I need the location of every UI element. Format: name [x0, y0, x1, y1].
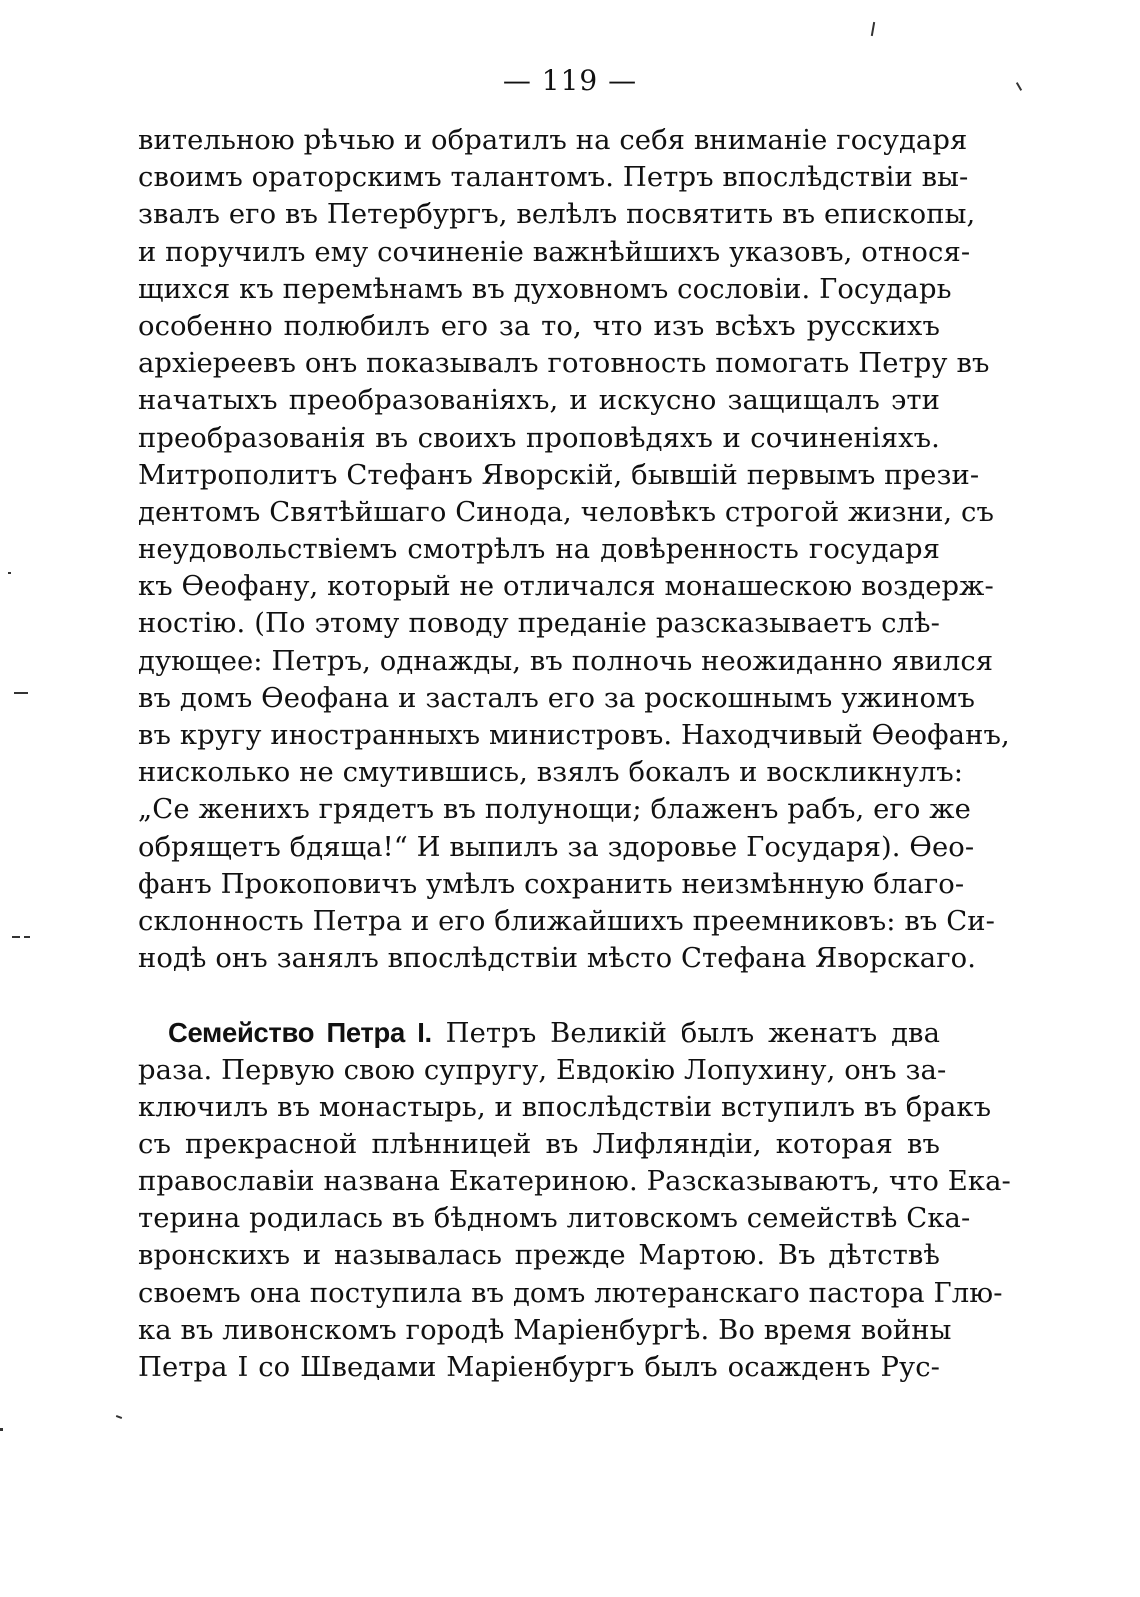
scan-speck — [14, 692, 28, 694]
text-line — [138, 1014, 940, 1051]
text-line: къ Ѳеофану, который не отличался монашескою воздерж- — [138, 571, 994, 603]
text-line: съ прекрасной плѣнницей въ Лифляндіи, которая въ — [138, 1128, 940, 1160]
text-line: ностію. (По этому поводу преданіе разсказываетъ слѣ- — [138, 608, 940, 640]
text-line: нодѣ онъ занялъ впослѣдствіи мѣсто Стефана Яворскаго. — [138, 943, 977, 975]
text-line: вительною рѣчью и обратилъ на себя вниманіе государя — [138, 125, 968, 156]
text-line: въ домъ Ѳеофана и засталъ его за роскошнымъ ужиномъ — [138, 682, 975, 714]
text-line: Петра I со Шведами Маріенбургъ былъ осажденъ Рус- — [138, 1352, 940, 1383]
text-line: ка въ ливонскомъ городѣ Маріенбургѣ. Во время войны — [138, 1314, 952, 1346]
text-line: особенно полюбилъ его за то, что изъ всѣхъ русскихъ — [138, 310, 940, 342]
paragraph-gap — [138, 977, 940, 1014]
text-line: и поручилъ ему сочиненіе важнѣйшихъ указовъ, относя- — [138, 236, 971, 268]
scan-speck — [12, 936, 20, 938]
text-line: фанъ Прокоповичъ умѣлъ сохранить неизмѣнную благо- — [138, 868, 965, 900]
scan-speck — [0, 1428, 3, 1431]
page-number: — 119 — — [502, 64, 638, 97]
text-line: преобразованія въ своихъ проповѣдяхъ и сочиненіяхъ. — [138, 422, 940, 454]
text-line: щихся къ перемѣнамъ въ духовномъ сословіи. Государь — [138, 273, 952, 305]
text-line: ключилъ въ монастырь, и впослѣдствіи вступилъ въ бракъ — [138, 1091, 992, 1123]
heading-line-rest: Петръ Великій былъ женатъ два — [445, 1018, 941, 1050]
paragraph-2 — [138, 1014, 1011, 1386]
text-line: „Се женихъ грядетъ въ полунощи; блаженъ рабъ, его же — [138, 794, 971, 826]
text-line: Митрополитъ Стефанъ Яворскій, бывшій первымъ прези- — [138, 459, 980, 491]
text-line: неудовольствіемъ смотрѣлъ на довѣренность государя — [138, 534, 940, 566]
scan-speck — [8, 572, 11, 574]
text-line: въ кругу иностранныхъ министровъ. Находчивый Ѳеофанъ, — [138, 720, 1010, 751]
text-line: дентомъ Святѣйшаго Синода, человѣкъ строгой жизни, съ — [138, 496, 995, 528]
text-line: архіереевъ онъ показывалъ готовность помогать Петру въ — [138, 348, 990, 380]
text-line: своемъ она поступила въ домъ лютеранскаго пастора Глю- — [138, 1277, 1003, 1309]
text-line: звалъ его въ Петербургъ, велѣлъ посвятить въ епископы, — [138, 199, 976, 231]
page-body — [138, 122, 1011, 1386]
text-line: обрящетъ бдяща!“ И выпилъ за здоровье Государя). Ѳео- — [138, 831, 975, 863]
text-line: православіи названа Екатериною. Разсказываютъ, что Ека- — [138, 1166, 1011, 1198]
paragraph-1 — [138, 122, 1010, 977]
text-line: вронскихъ и называлась прежде Мартою. Въ дѣтствѣ — [138, 1240, 940, 1272]
section-heading: Семейство Петра I. — [168, 1017, 432, 1049]
text-line: дующее: Петръ, однажды, въ полночь неожиданно явился — [138, 645, 994, 677]
text-line: начатыхъ преобразованіяхъ, и искусно защищалъ эти — [138, 385, 940, 417]
text-line: нисколько не смутившись, взялъ бокалъ и воскликнулъ: — [138, 757, 964, 789]
text-line: терина родилась въ бѣдномъ литовскомъ семействѣ Ска- — [138, 1203, 971, 1235]
scan-speck — [871, 22, 875, 36]
text-line: своимъ ораторскимъ талантомъ. Петръ впослѣдствіи вы- — [138, 162, 969, 194]
text-line: склонность Петра и его ближайшихъ преемниковъ: въ Си- — [138, 905, 995, 937]
scan-speck — [24, 936, 30, 938]
text-line: раза. Первую свою супругу, Евдокію Лопухину, онъ за- — [138, 1054, 947, 1086]
scan-speck — [116, 1415, 122, 1419]
